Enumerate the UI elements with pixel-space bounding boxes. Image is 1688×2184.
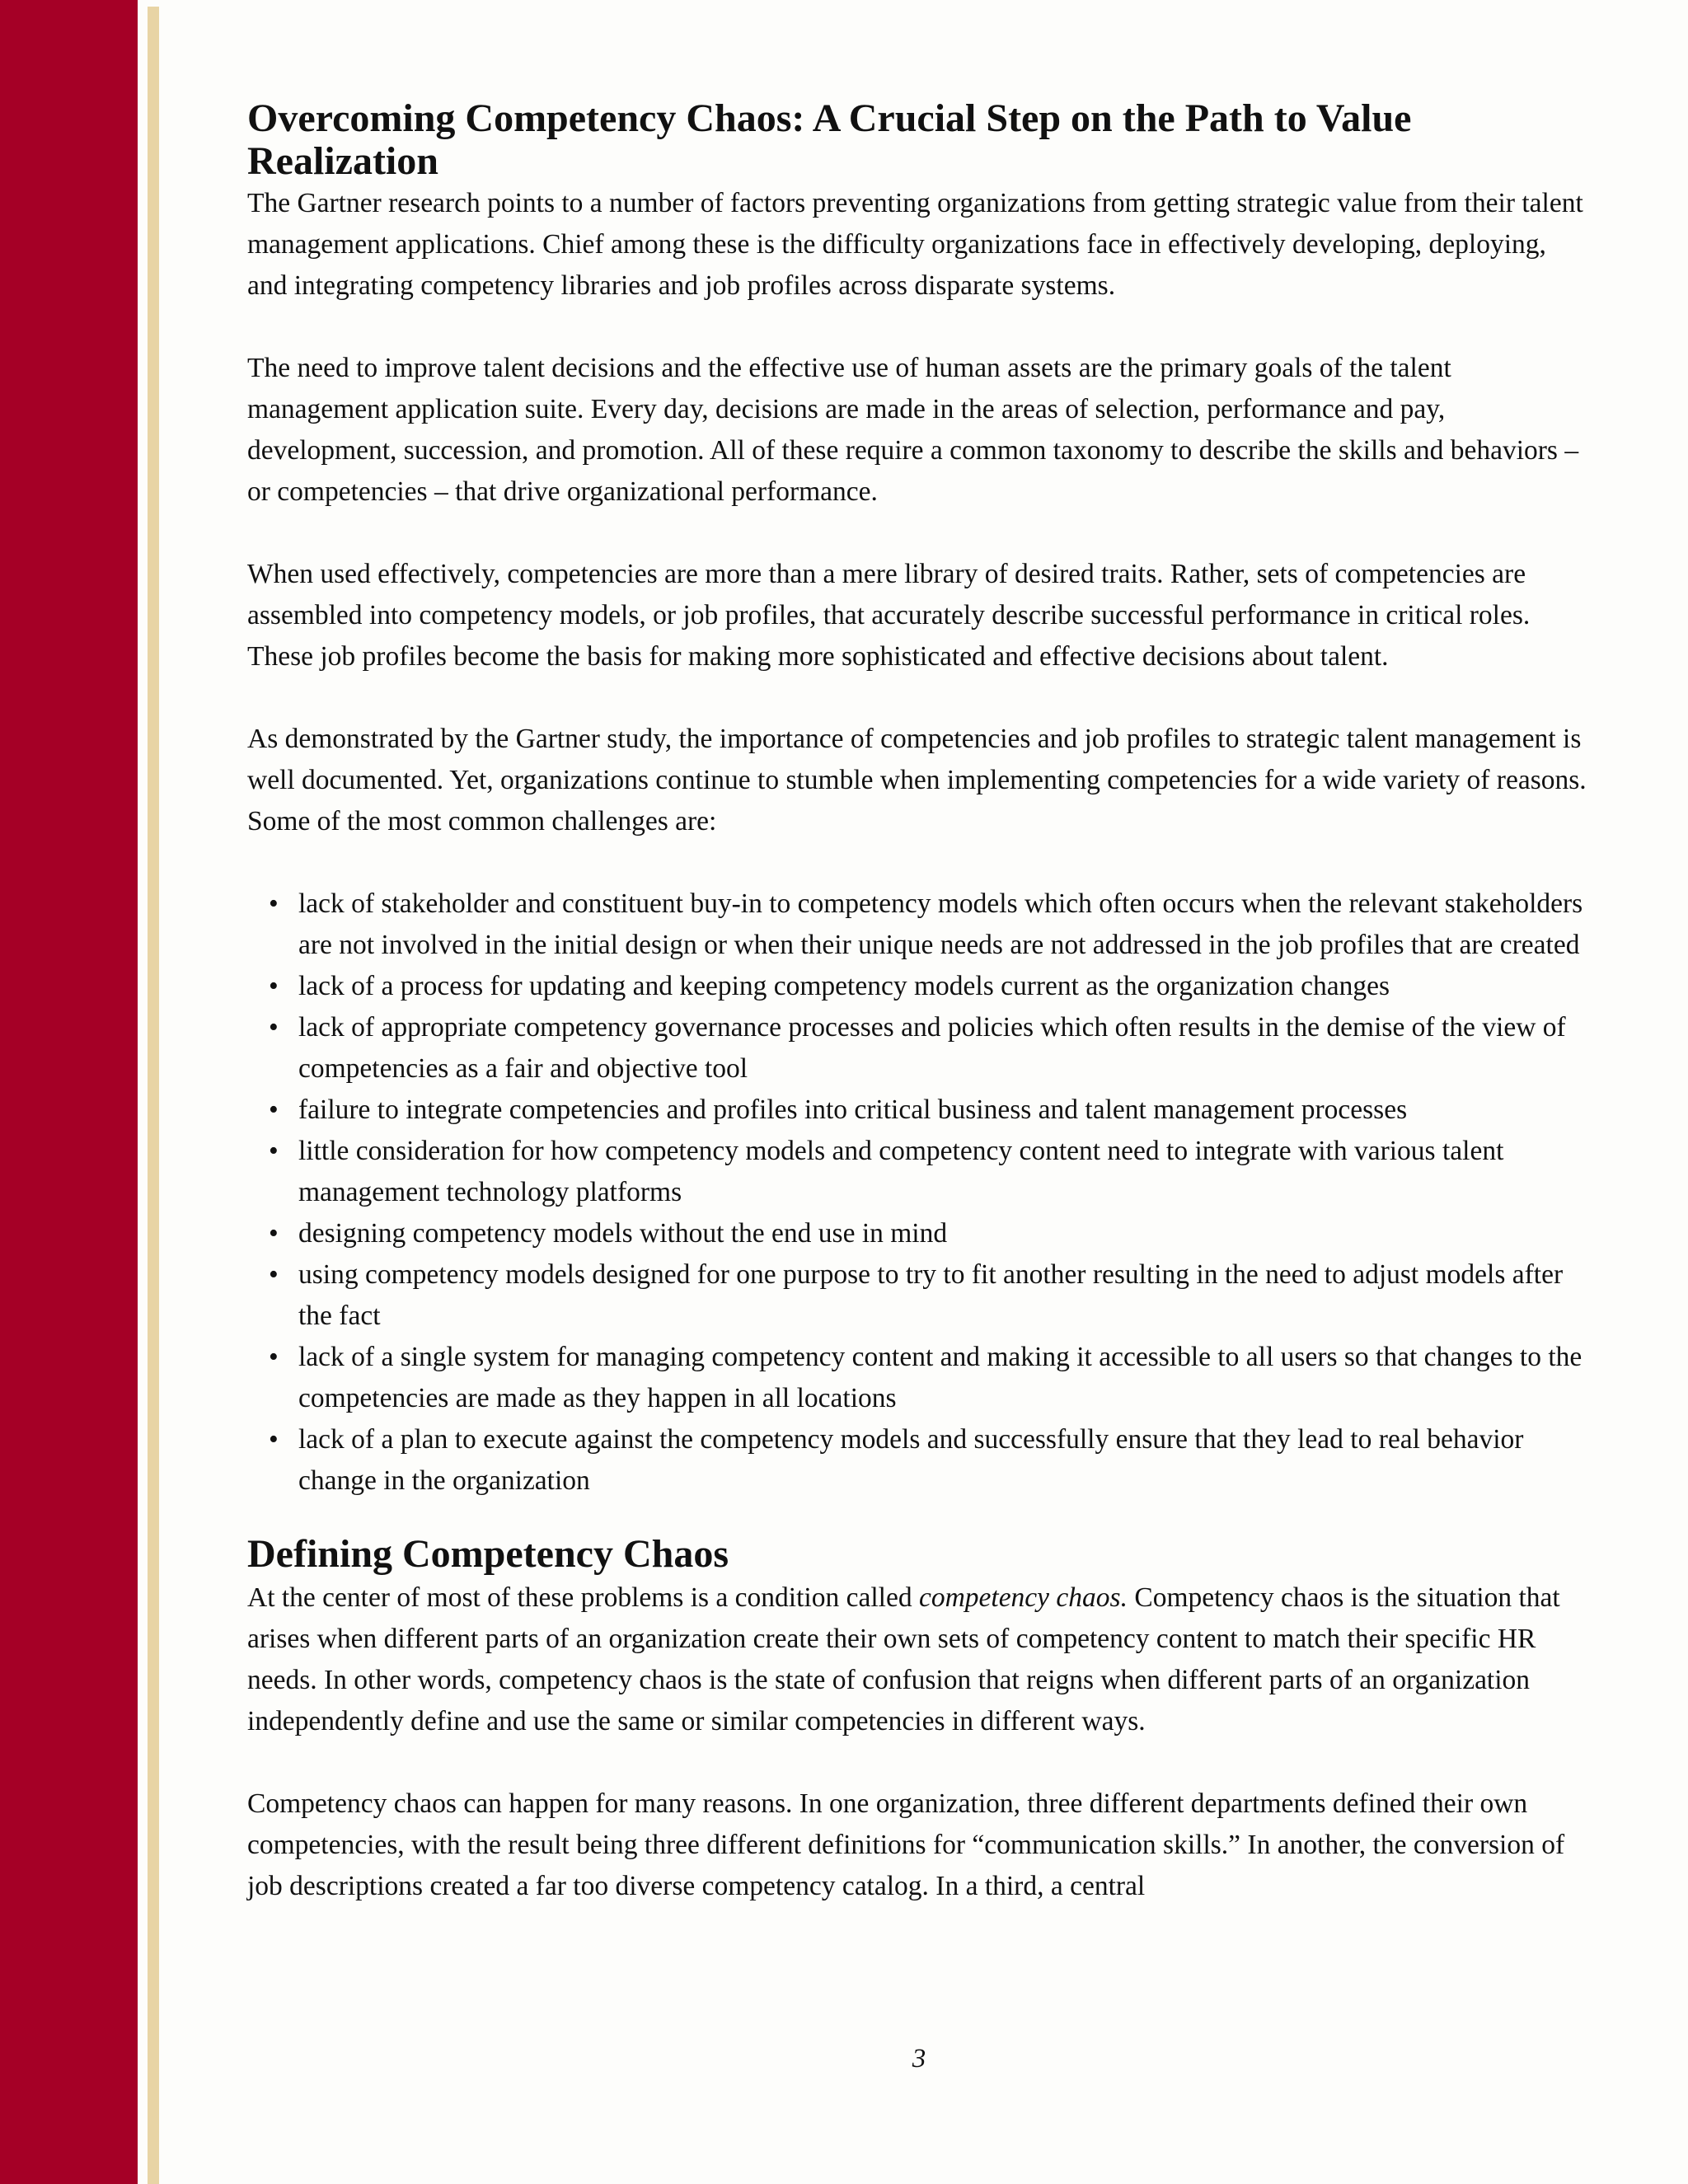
- list-item: • lack of stakeholder and constituent buy-in to competency models which often occurs when the relevant stakeholders are not involved in the initial design or when their unique needs are not addressed in the job profiles that are created: [298, 883, 1591, 966]
- paragraph-text: At the center of most of these problems is a condition called: [247, 1582, 919, 1613]
- list-item: • lack of a process for updating and keeping competency models current as the organization changes: [298, 966, 1591, 1007]
- section-heading-defining-chaos: Defining Competency Chaos: [247, 1532, 729, 1576]
- list-item: • using competency models designed for one purpose to try to fit another resulting in the need to adjust models after the fact: [298, 1254, 1591, 1337]
- list-item: • lack of a plan to execute against the competency models and successfully ensure that they lead to real behavior change in the organization: [298, 1419, 1591, 1502]
- document-content: [247, 97, 1591, 1948]
- section-heading-overcoming-chaos: Overcoming Competency Chaos: A Crucial Step on the Path to Value Realization: [247, 96, 1412, 183]
- paragraph-talent-decisions: The need to improve talent decisions and the effective use of human assets are the primary goals of the talent management application suite. Every day, decisions are made in the areas of selection, performance and pay, development, succession, and promotion. All of these require a common taxonomy to describe the skills and behaviors – or competencies – that drive organizational performance.: [247, 353, 1579, 507]
- list-item: • little consideration for how competency models and competency content need to integrate with various talent management technology platforms: [298, 1131, 1591, 1213]
- list-item: • lack of appropriate competency governance processes and policies which often results in the demise of the view of competencies as a fair and objective tool: [298, 1007, 1591, 1090]
- paragraph-common-challenges: As demonstrated by the Gartner study, the importance of competencies and job profiles to strategic talent management is well documented. Yet, organizations continue to stumble when implementing competencies for a wide variety of reasons. Some of the most common challenges are:: [247, 724, 1587, 837]
- list-item: • failure to integrate competencies and profiles into critical business and talent management processes: [298, 1090, 1591, 1131]
- paragraph-chaos-reasons: Competency chaos can happen for many reasons. In one organization, three different departments defined their own competencies, with the result being three different definitions for “communication skills.” In another, the conversion of job descriptions created a far too diverse competency catalog. In a third, a central: [247, 1788, 1565, 1901]
- list-item: • lack of a single system for managing competency content and making it accessible to all users so that changes to the competencies are made as they happen in all locations: [298, 1337, 1591, 1419]
- paragraph-gartner-research: The Gartner research points to a number of factors preventing organizations from getting strategic value from their talent management applications. Chief among these is the difficulty organizations face in effectively developing, deploying, and integrating competency libraries and job profiles across disparate systems.: [247, 188, 1583, 301]
- sidebar-red-band: [0, 0, 138, 2184]
- sidebar-gap: [138, 0, 148, 2184]
- sidebar-tan-band: [148, 7, 159, 2184]
- paragraph-chaos-definition: [247, 1577, 1591, 1742]
- paragraph-text: Competency chaos is the situation that arises when different parts of an organization create their own sets of competency content to match their specific HR needs. In other words, competency chaos is the state of confusion that reigns when different parts of an organization independently define and use the same or similar competencies in different ways.: [247, 1582, 1560, 1736]
- paragraph-competency-models: When used effectively, competencies are more than a mere library of desired traits. Rather, sets of competencies are assembled into competency models, or job profiles, that accurately describe successful performance in critical roles. These job profiles become the basis for making more sophisticated and effective decisions about talent.: [247, 559, 1531, 672]
- page-number: 3: [912, 2044, 926, 2074]
- emphasis-competency-chaos: competency chaos.: [918, 1582, 1128, 1613]
- challenges-list: [247, 883, 1591, 1502]
- list-item: • designing competency models without the end use in mind: [298, 1213, 1591, 1254]
